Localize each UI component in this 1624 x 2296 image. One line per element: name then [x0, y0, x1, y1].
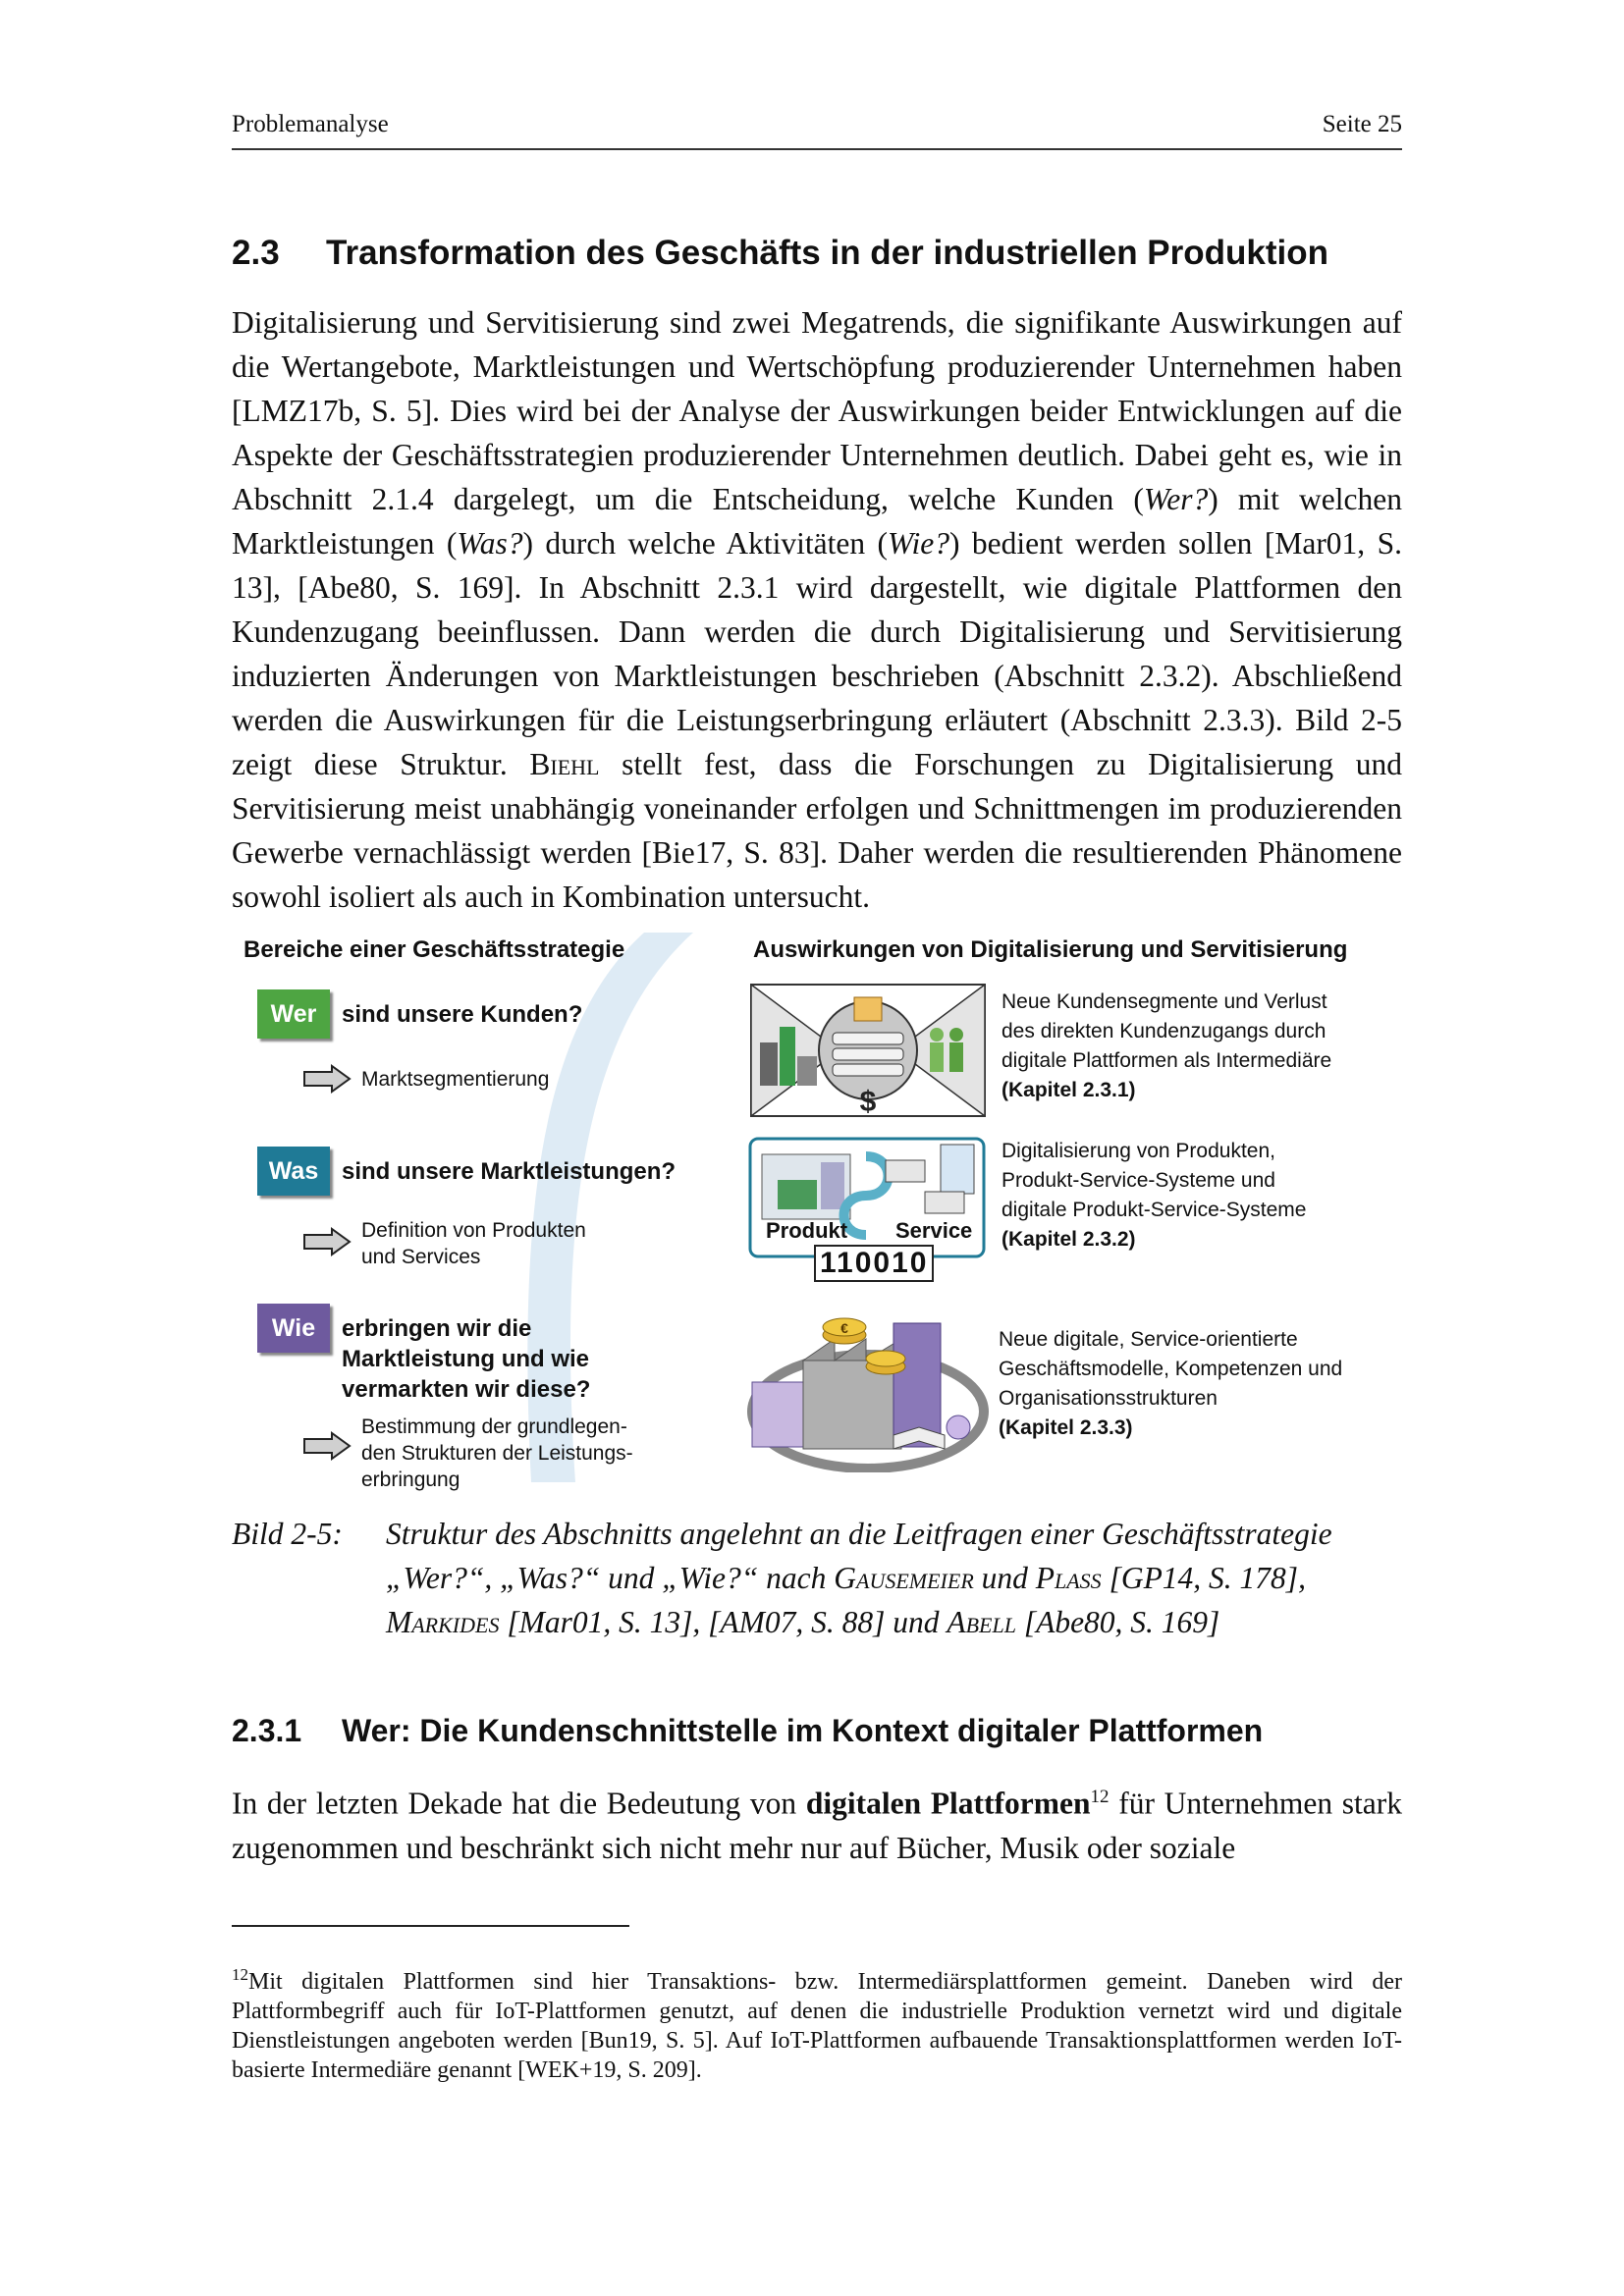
subsection-number: 2.3.1: [232, 1713, 302, 1748]
p1-biehl: Biehl: [529, 747, 600, 781]
p1-text-a: Digitalisierung und Servitisierung sind zwei Megatrends, die signifikante Auswirkungen auf die Wertangebote, Marktleistungen und Wertschöpfung produzierender Unternehmen haben [LMZ17b, S. 5]. Dies wird bei der Analyse der Auswirkungen beider Entwicklungen auf die Aspekte der Geschäftsstrategien produzierender Unternehmen deutlich. Dabei geht es, wie in Abschnitt 2.1.4 dargelegt, um die Entscheidung, welche Kunden (: [232, 305, 1402, 516]
wer-impact-text: [1001, 988, 1331, 1105]
wie-tag: Wie: [257, 1304, 330, 1353]
section-title: Transformation des Geschäfts in der industriellen Produktion: [326, 234, 1329, 272]
caption-text-e: [Abe80, S. 169]: [1015, 1605, 1220, 1639]
header-rule: [232, 148, 1402, 150]
wer-impact-line-3: digitale Plattformen als Intermediäre: [1001, 1049, 1332, 1072]
caption-author-markides: Markides: [386, 1605, 500, 1639]
dollar-symbol: $: [859, 1086, 877, 1117]
was-tag: Was: [257, 1147, 330, 1196]
wie-chapter-ref: (Kapitel 2.3.3): [999, 1416, 1133, 1439]
was-impact-line-1: Digitalisierung von Produkten,: [1001, 1140, 1275, 1162]
wie-impact-line-3: Organisationsstrukturen: [999, 1387, 1218, 1410]
section-heading: [232, 234, 1328, 273]
business-organization-icon: [746, 1306, 990, 1472]
footnote-12: [232, 1960, 1402, 2085]
platform-intermediary-icon: [750, 984, 986, 1117]
p2-text-b: für Unternehmen stark zugenommen und beschränkt sich nicht mehr nur auf Bücher, Musik oder soziale: [232, 1786, 1402, 1865]
arrow-right-icon: [302, 1064, 352, 1094]
arrow-right-icon: [302, 1227, 352, 1256]
was-question: sind unsere Marktleistungen?: [342, 1158, 677, 1185]
caption-label: Bild 2-5:: [232, 1517, 343, 1551]
p1-text-b: ) mit welchen Marktleistungen (: [232, 482, 1402, 561]
was-sub-line-1: Definition von Produkten: [361, 1219, 586, 1242]
wie-sub: [361, 1414, 633, 1493]
wer-question: sind unsere Kunden?: [342, 1001, 583, 1028]
caption-author-plass: Plass: [1035, 1561, 1102, 1595]
was-sub: [361, 1217, 586, 1270]
page-number: Seite 25: [1322, 111, 1402, 137]
figure-2-5: [232, 933, 1402, 1492]
wie-impact-text: [999, 1325, 1342, 1443]
caption-text-c: [GP14, S. 178],: [1101, 1561, 1306, 1595]
figure-right-title: Auswirkungen von Digitalisierung und Servitisierung: [753, 936, 1348, 963]
binary-code-label: 110010: [814, 1245, 934, 1282]
was-sub-line-2: und Services: [361, 1246, 481, 1268]
euro-symbol: €: [840, 1320, 848, 1336]
produkt-label: Produkt: [766, 1218, 848, 1243]
footnote-text: Mit digitalen Plattformen sind hier Transaktions- bzw. Intermediärsplattformen gemeint. Daneben wird der Plattformbegriff auch für IoT-Plattformen genutzt, auf denen die industrielle Produktion vernetzt wird und digitale Dienstleistungen angeboten werden [Bun19, S. 5]. Auf IoT-Plattformen aufbauende Transaktionsplattformen werden IoT-basierte Intermediäre genannt [WEK+19, S. 209].: [232, 1969, 1402, 2083]
wer-impact-line-2: des direkten Kundenzugangs durch: [1001, 1020, 1326, 1042]
was-chapter-ref: (Kapitel 2.3.2): [1001, 1228, 1136, 1251]
wie-question: [342, 1313, 590, 1405]
caption-text-d: [Mar01, S. 13], [AM07, S. 88] und: [499, 1605, 947, 1639]
was-impact-line-3: digitale Produkt-Service-Systeme: [1001, 1199, 1307, 1221]
wie-question-line-3: vermarkten wir diese?: [342, 1376, 591, 1403]
footnote-reference[interactable]: 12: [1090, 1787, 1110, 1807]
p2-bold-term: digitalen Plattformen: [805, 1786, 1091, 1821]
caption-text-b: und: [973, 1561, 1036, 1595]
wie-sub-line-2: den Strukturen der Leistungs-: [361, 1442, 633, 1465]
was-impact-line-2: Produkt-Service-Systeme und: [1001, 1169, 1275, 1192]
wie-sub-line-1: Bestimmung der grundlegen-: [361, 1415, 627, 1438]
wie-question-line-1: erbringen wir die: [342, 1315, 532, 1342]
subsection-heading: [232, 1713, 1263, 1749]
service-label: Service: [895, 1218, 973, 1243]
caption-author-abell: Abell: [947, 1605, 1016, 1639]
p1-was: Was?: [457, 526, 523, 561]
p1-wie: Wie?: [888, 526, 950, 561]
wie-impact-line-1: Neue digitale, Service-orientierte: [999, 1328, 1298, 1351]
wie-question-line-2: Marktleistung und wie: [342, 1346, 590, 1372]
wer-tag: Wer: [257, 989, 330, 1039]
p1-text-d: ) bedient werden sollen [Mar01, S. 13], [Abe80, S. 169]. In Abschnitt 2.3.1 wird dargestellt, wie digitale Plattformen den Kundenzugang beeinflussen. Dann werden die durch Digitalisierung und Servitisierung induzierten Änderungen von Marktleistungen beschrieben (Abschnitt 2.3.2). Abschließend werden die Auswirkungen für die Leistungserbringung erläutert (Abschnitt 2.3.3). Bild 2-5 zeigt diese Struktur.: [232, 526, 1402, 781]
wie-impact-line-2: Geschäftsmodelle, Kompetenzen und: [999, 1358, 1343, 1380]
footnote-rule: [232, 1925, 629, 1927]
section-number: 2.3: [232, 234, 280, 272]
subsection-title: Wer: Die Kundenschnittstelle im Kontext digitaler Plattformen: [342, 1713, 1264, 1748]
was-impact-text: [1001, 1137, 1306, 1255]
body-paragraph-1: [232, 300, 1402, 919]
footnote-number: 12: [232, 1965, 248, 1984]
body-paragraph-2: [232, 1775, 1402, 1870]
p1-text-e: stellt fest, dass die Forschungen zu Digitalisierung und Servitisierung meist unabhängig voneinander erfolgen und Schnittmengen im produzierenden Gewerbe vernachlässigt werden [Bie17, S. 83]. Daher werden die resultierenden Phänomene sowohl isoliert als auch in Kombination untersucht.: [232, 747, 1403, 914]
caption-text-a: Struktur des Abschnitts angelehnt an die Leitfragen einer Geschäftsstrategie „Wer?“, „Was?“ und „Wie?“ nach: [386, 1517, 1332, 1595]
wer-impact-line-1: Neue Kundensegmente und Verlust: [1001, 990, 1327, 1013]
wer-chapter-ref: (Kapitel 2.3.1): [1001, 1079, 1136, 1101]
arrow-right-icon: [302, 1431, 352, 1461]
figure-left-title: Bereiche einer Geschäftsstrategie: [244, 936, 625, 963]
p1-wer: Wer?: [1143, 482, 1209, 516]
p1-text-c: ) durch welche Aktivitäten (: [522, 526, 889, 561]
wer-sub: Marktsegmentierung: [361, 1068, 550, 1091]
wie-sub-line-3: erbringung: [361, 1468, 460, 1491]
running-header-left: Problemanalyse: [232, 111, 389, 137]
caption-text: [386, 1512, 1402, 1644]
p2-text-a: In der letzten Dekade hat die Bedeutung von: [232, 1786, 806, 1821]
caption-author-gausemeier: Gausemeier: [834, 1561, 974, 1595]
